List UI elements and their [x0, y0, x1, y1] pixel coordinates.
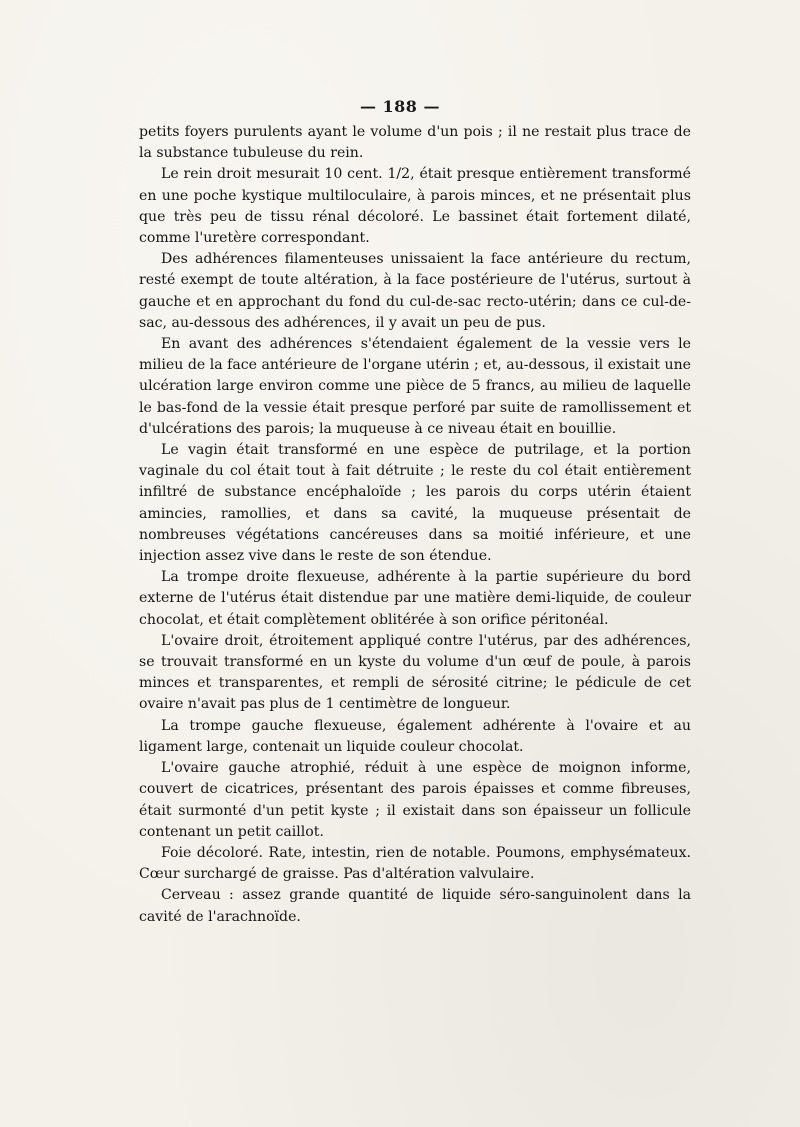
paragraph: Foie décoloré. Rate, intestin, rien de notable. Poumons, emphysémateux. Cœur surchargé de graisse. Pas d'altération valvulaire. — [139, 844, 691, 883]
body-text — [139, 122, 691, 928]
paragraph: La trompe gauche flexueuse, également adhérente à l'ovaire et au ligament large, contenait un liquide couleur chocolat. — [139, 717, 691, 755]
paragraph: Le vagin était transformé en une espèce de putrilage, et la portion vaginale du col était tout à fait détruite ; le reste du col était entièrement infiltré de substance encéphaloïde ; les parois du corps utérin étaient amincies, ramollies, et dans sa cavité, la muqueuse présentait de nombreuses végétations cancéreuses dans sa moitié inférieure, et une injection assez vive dans le reste de son étendue. — [139, 442, 691, 565]
paragraph: Des adhérences filamenteuses unissaient la face antérieure du rectum, resté exempt de toute altération, à la face postérieure de l'utérus, surtout à gauche et en approchant du fond du cul-de-sac recto-utérin; dans ce cul-de-sac, au-dessous des adhérences, il y avait un peu de pus. — [139, 251, 691, 331]
paragraph: Cerveau : assez grande quantité de liquide séro-sanguinolent dans la cavité de l'arachnoïde. — [139, 887, 691, 925]
paragraph: petits foyers purulents ayant le volume d'un pois ; il ne restait plus trace de la substance tubuleuse du rein. — [139, 124, 691, 162]
paragraph: Le rein droit mesurait 10 cent. 1/2, était presque entièrement transformé en une poche kystique multiloculaire, à parois minces, et ne présentait plus que très peu de tissu rénal décoloré. Le bassinet était fortement dilaté, comme l'uretère correspondant. — [139, 166, 691, 247]
paragraph: La trompe droite flexueuse, adhérente à la partie supérieure du bord externe de l'utérus était distendue par une matière demi-liquide, de couleur chocolat, et était complètement oblitérée à son orifice péritonéal. — [139, 569, 691, 628]
paragraph: L'ovaire droit, étroitement appliqué contre l'utérus, par des adhérences, se trouvait transformé en un kyste du volume d'un œuf de poule, à parois minces et transparentes, et rempli de sérosité citrine; le pédicule de cet ovaire n'avait pas plus de 1 centimètre de longueur. — [139, 632, 691, 713]
paragraph: L'ovaire gauche atrophié, réduit à une espèce de moignon informe, couvert de cicatrices, présentant des parois épaisses et comme fibreuses, était surmonté d'un petit kyste ; il existait dans son épaisseur un follicule contenant un petit caillot. — [139, 760, 691, 840]
paragraph: En avant des adhérences s'étendaient également de la vessie vers le milieu de la face antérieure de l'organe utérin ; et, au-dessous, il existait une ulcération large environ comme une pièce de 5 francs, au milieu de laquelle le bas-fond de la vessie était presque perforé par suite de ramollissement et d'ulcérations des parois; la muqueuse à ce niveau était en bouillie. — [139, 336, 691, 437]
page-number: — 188 — — [359, 97, 441, 116]
